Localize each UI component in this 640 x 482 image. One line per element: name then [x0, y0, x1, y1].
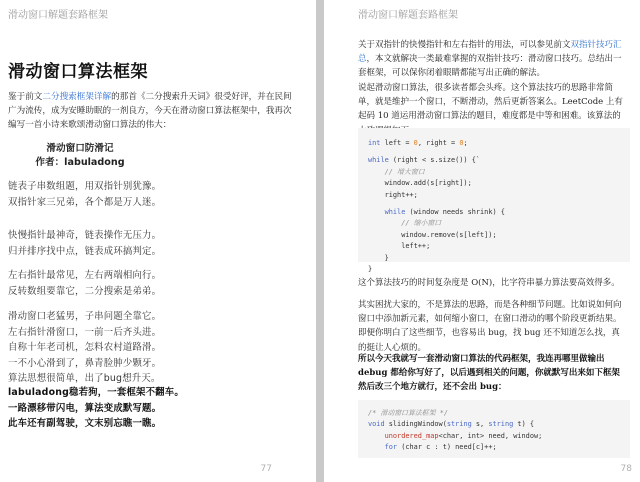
poem-line: 自称十年老司机，怎料农村道路滑。: [8, 342, 162, 353]
right-page: [324, 0, 640, 482]
code-token: t) {: [513, 420, 535, 429]
poem-stanza-bold: [8, 385, 184, 432]
running-header-right: 滑动窗口解题套路框架: [358, 10, 458, 21]
code-line: [368, 419, 630, 430]
poem-line: 反转数组要靠它，二分搜索是弟弟。: [8, 285, 162, 297]
code-line: }: [368, 264, 373, 273]
poem-line: 快慢指针最神奇，链表操作无压力。: [8, 230, 162, 241]
para1-text-before: 关于双指针的快慢指针和左右指针的用法，可以参见前文: [358, 40, 571, 50]
code-comment: // 缩小窗口: [368, 219, 442, 228]
code-token: string: [488, 420, 514, 429]
poem-line: 左右指针最常见，左右两端相向行。: [8, 270, 162, 281]
poem-line: 滑动窗口老猛男，子串问题全靠它。: [8, 311, 162, 322]
intro-text-before: 鉴于前文: [8, 92, 43, 102]
paragraph-framework: 所以今天我就写一套滑动窗口算法的代码框架，我连再哪里做输出 debug 都给你写好了，以后遇到相关的问题，你就默写出来如下框架然后改三个地方就行，还不会出 bug：: [358, 354, 620, 393]
two-pointers-link[interactable]: 双指针技巧汇总: [358, 40, 622, 65]
code-token: left =: [380, 139, 414, 147]
code-line: window.remove(s[left]);: [368, 230, 497, 239]
poem-line: 算法思想很简单，出了bug想升天。: [8, 373, 161, 384]
code-token: string: [446, 420, 472, 429]
chapter-title: 滑动窗口算法框架: [8, 62, 148, 82]
intro-text-after: 的那首《二分搜索升天词》很受好评，并在民间广为流传，成为安睡助眠的一剂良方，今天在滑动窗口算法框架中，我再次编写一首小诗来歌颂滑动窗口算法的伟大：: [8, 92, 292, 131]
poem-stanza: [8, 228, 161, 259]
code-token: (window needs shrink) {: [405, 207, 505, 216]
code-token: ;: [463, 139, 468, 147]
poem-line: 链表子串数组题，用双指针别犹豫。: [8, 181, 162, 192]
code-token: unordered_map: [384, 431, 439, 440]
paragraph-sliding-window-intro: 说起滑动窗口算法，很多读者都会头疼。这个算法技巧的思路非常简单，就是维护一个窗口，不断滑动，然后更新答案么。LeetCode 上有起码 10 道运用滑动窗口算法的题目，难度都是中等和困难。该算法的: [358, 83, 623, 122]
code-line: [368, 138, 630, 149]
code-comment: /* 滑动窗口算法框架 */: [368, 409, 449, 417]
code-token: while: [384, 207, 406, 216]
code-line: [368, 431, 630, 442]
code-token: 0: [413, 139, 418, 147]
code-token: , right =: [417, 139, 460, 147]
poem-line: 归并排序找中点，链表成环搞判定。: [8, 245, 162, 257]
intro-paragraph: [8, 90, 298, 133]
left-page: [0, 0, 316, 482]
code-token: for: [384, 443, 398, 452]
code-line: }: [368, 253, 389, 262]
poem-line: 一路漂移带闪电，算法变成默写题。: [8, 402, 162, 414]
code-block-logic: [358, 128, 630, 273]
code-line: [368, 207, 630, 218]
para1-text-after: ，本文就解决一类最难掌握的双指针技巧：滑动窗口技巧。总结出一套框架，可以保你闭着眼睛都能写出正确的解法。: [358, 54, 622, 79]
poem-stanza: [8, 268, 161, 299]
code-block-framework: [358, 400, 630, 458]
code-line: [368, 442, 630, 453]
code-indent: [368, 208, 385, 216]
binary-search-link[interactable]: 二分搜索框架详解: [42, 92, 112, 102]
poem-line: 左右指针滑窗口，一前一后齐头进。: [8, 326, 162, 338]
page-number-right: 78: [620, 464, 632, 474]
running-header-left: 滑动窗口解题套路框架: [8, 10, 108, 21]
poem-stanza: [8, 309, 161, 387]
poem-stanza: [8, 179, 161, 210]
page-number-left: 77: [260, 464, 272, 474]
poem-line: labuladong稳若狗，一套框架不翻车。: [8, 387, 184, 398]
code-token: while: [368, 156, 389, 165]
code-indent: [368, 443, 385, 451]
code-line: window.add(s[right]);: [368, 179, 472, 188]
paragraph-complexity: 这个算法技巧的时间复杂度是 O(N)，比字符串暴力算法要高效得多。: [358, 278, 620, 288]
poem-line: 双指针家三兄弟，各个都是万人迷。: [8, 196, 162, 208]
code-token: int: [368, 139, 381, 147]
code-token: (right < s.size()) {`: [388, 156, 481, 165]
poem-line: 一不小心滑到了，鼻青脸肿少颗牙。: [8, 357, 162, 369]
poem-line: 此车还有副驾驶，文末别忘瞧一瞧。: [8, 418, 162, 429]
code-line: left++;: [368, 242, 431, 251]
code-token: 0: [459, 139, 464, 147]
code-token: (char c : t) need[c]++;: [397, 443, 497, 452]
paragraph-details: 其实困扰大家的，不是算法的思路，而是各种细节问题。比如说如何向窗口中添加新元素，如何缩小窗口，在窗口滑动的哪个阶段更新结果。即便你明白了这些细节，也容易出 bug，找 bug 还不知道怎么找，真的挺让人心烦的。: [358, 300, 622, 353]
code-line: [368, 155, 630, 166]
code-token: slidingWindow(: [384, 420, 447, 429]
code-token: <char, int> need, window;: [438, 431, 543, 440]
code-comment: // 增大窗口: [368, 167, 425, 176]
code-indent: [368, 432, 385, 440]
poem-title: 滑动窗口防滑记: [46, 143, 114, 154]
poem-author: 作者：labuladong: [35, 157, 125, 168]
code-line: right++;: [368, 190, 418, 199]
paragraph-two-pointers: [358, 38, 628, 81]
code-token: void: [368, 420, 385, 429]
code-token: s,: [471, 420, 489, 429]
